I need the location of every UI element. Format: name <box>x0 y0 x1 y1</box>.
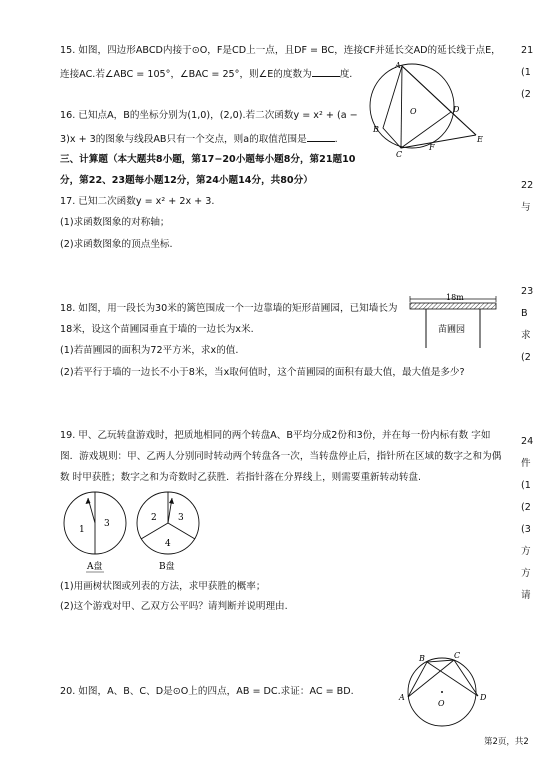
q15-line2-text: 连接AC.若∠ABC = 105°，∠BAC = 25°，则∠E的度数为 <box>60 69 312 80</box>
q15-line2 <box>60 67 352 81</box>
q18-line2: 18米，设这个苗圃园垂直于墙的一边长为x米. <box>60 324 254 335</box>
disk-b-number-4: 4 <box>165 539 171 549</box>
q20-label-d: D <box>480 693 487 702</box>
right-fragment: 方 <box>521 568 531 579</box>
disk-a-number-3: 3 <box>104 519 110 529</box>
disk-b-number-3: 3 <box>178 513 184 523</box>
q16-line2-end: . <box>334 134 338 145</box>
q17-part1: (1)求函数图象的对称轴； <box>60 217 170 228</box>
section3-heading: 三、计算题（本大题共8小题，第17−20小题每小题8分，第21题10 <box>60 154 356 165</box>
q19-spinner-figure <box>60 490 210 575</box>
q18-garden-label: 苗圃园 <box>438 325 466 335</box>
right-fragment: (1 <box>521 67 531 78</box>
q18-part1: (1)若苗圃园的面积为72平方米，求x的值. <box>60 345 239 356</box>
right-fragment: 方 <box>521 546 531 557</box>
right-fragment: 24 <box>521 436 533 447</box>
right-fragment: 求 <box>521 330 531 341</box>
q18-wall-garden-figure <box>408 294 500 352</box>
right-fragment: 与 <box>521 202 531 213</box>
q20-label-b: B <box>419 654 425 663</box>
q17-part2: (2)求函数图象的顶点坐标. <box>60 239 173 250</box>
q16-line1: 16. 已知点A，B的坐标分别为(1,0)，(2,0).若二次函数y = x² + (a − <box>60 110 358 121</box>
q16-line2-text: 3)x + 3的图象与线段AB只有一个交点，则a的取值范围是 <box>60 134 307 145</box>
right-fragment: 请 <box>521 590 531 601</box>
q15-label-e: E <box>477 135 483 144</box>
right-fragment: (2 <box>521 352 531 363</box>
disk-b-label: B盘 <box>159 562 175 572</box>
q20-stem: 20. 如图，A、B、C、D是⊙O上的四点，AB = DC.求证：AC = BD. <box>60 686 354 697</box>
q20-label-c: C <box>454 651 461 660</box>
right-fragment: B <box>521 308 528 319</box>
page-number: 第2页，共2 <box>484 737 529 747</box>
right-fragment: (2 <box>521 502 531 513</box>
right-fragment: 21 <box>521 45 533 56</box>
q15-line2-end: 度. <box>339 69 353 80</box>
right-fragment: 22 <box>521 180 533 191</box>
q19-line1: 19. 甲、乙玩转盘游戏时，把质地相同的两个转盘A、B平均分成2份和3份，并在每一份内标有数 字如 <box>60 430 491 441</box>
q16-line2 <box>60 132 338 146</box>
q19-part1: (1)用画树状图或列表的方法，求甲获胜的概率； <box>60 581 266 592</box>
q15-label-b: B <box>373 125 379 134</box>
q15-label-c: C <box>396 150 403 159</box>
q19-line3: 数 时甲获胜；数字之和为奇数时乙获胜．若指针落在分界线上，则需要重新转动转盘. <box>60 472 422 483</box>
right-fragment: 23 <box>521 286 533 297</box>
disk-b-number-2: 2 <box>151 513 157 523</box>
right-fragment: (3 <box>521 524 531 535</box>
right-fragment: 件 <box>521 458 531 469</box>
q19-line2: 图．游戏规则：甲、乙两人分别同时转动两个转盘各一次，当转盘停止后，指针所在区域的数字之和为偶 <box>60 451 502 462</box>
right-fragment: (1 <box>521 480 531 491</box>
q17-stem: 17. 已知二次函数y = x² + 2x + 3. <box>60 196 215 207</box>
section3-heading-cont: 分，第22、23题每小题12分，第24小题14分，共80分） <box>60 175 313 186</box>
disk-a-number-1: 1 <box>79 525 85 535</box>
q15-label-d: D <box>453 105 460 114</box>
right-fragment: (2 <box>521 89 531 100</box>
q18-wall-length: 18m <box>446 293 464 302</box>
q15-circle-figure <box>365 62 495 162</box>
q20-label-o: O <box>438 699 445 708</box>
q16-answer-blank <box>307 132 335 142</box>
q20-circle-figure <box>396 652 492 732</box>
q15-label-a: A <box>395 61 401 70</box>
q19-part2: (2)这个游戏对甲、乙双方公平吗？请判断并说明理由. <box>60 601 288 612</box>
q18-part2: (2)若平行于墙的一边长不小于8米，当x取何值时，这个苗圃园的面积有最大值，最大值是多少? <box>60 367 465 378</box>
disk-a-label: A盘 <box>87 562 103 572</box>
q18-line1: 18. 如图，用一段长为30米的篱笆围成一个一边靠墙的矩形苗圃园，已知墙长为 <box>60 303 398 314</box>
q15-label-o: O <box>410 107 417 116</box>
q15-label-f: F <box>429 143 435 152</box>
q15-answer-blank <box>312 67 340 77</box>
q20-label-a: A <box>399 693 405 702</box>
q15-line1: 15. 如图，四边形ABCD内接于⊙O，F是CD上一点，且DF = BC，连接CF并延长交AD的延长线于点E， <box>60 45 501 56</box>
